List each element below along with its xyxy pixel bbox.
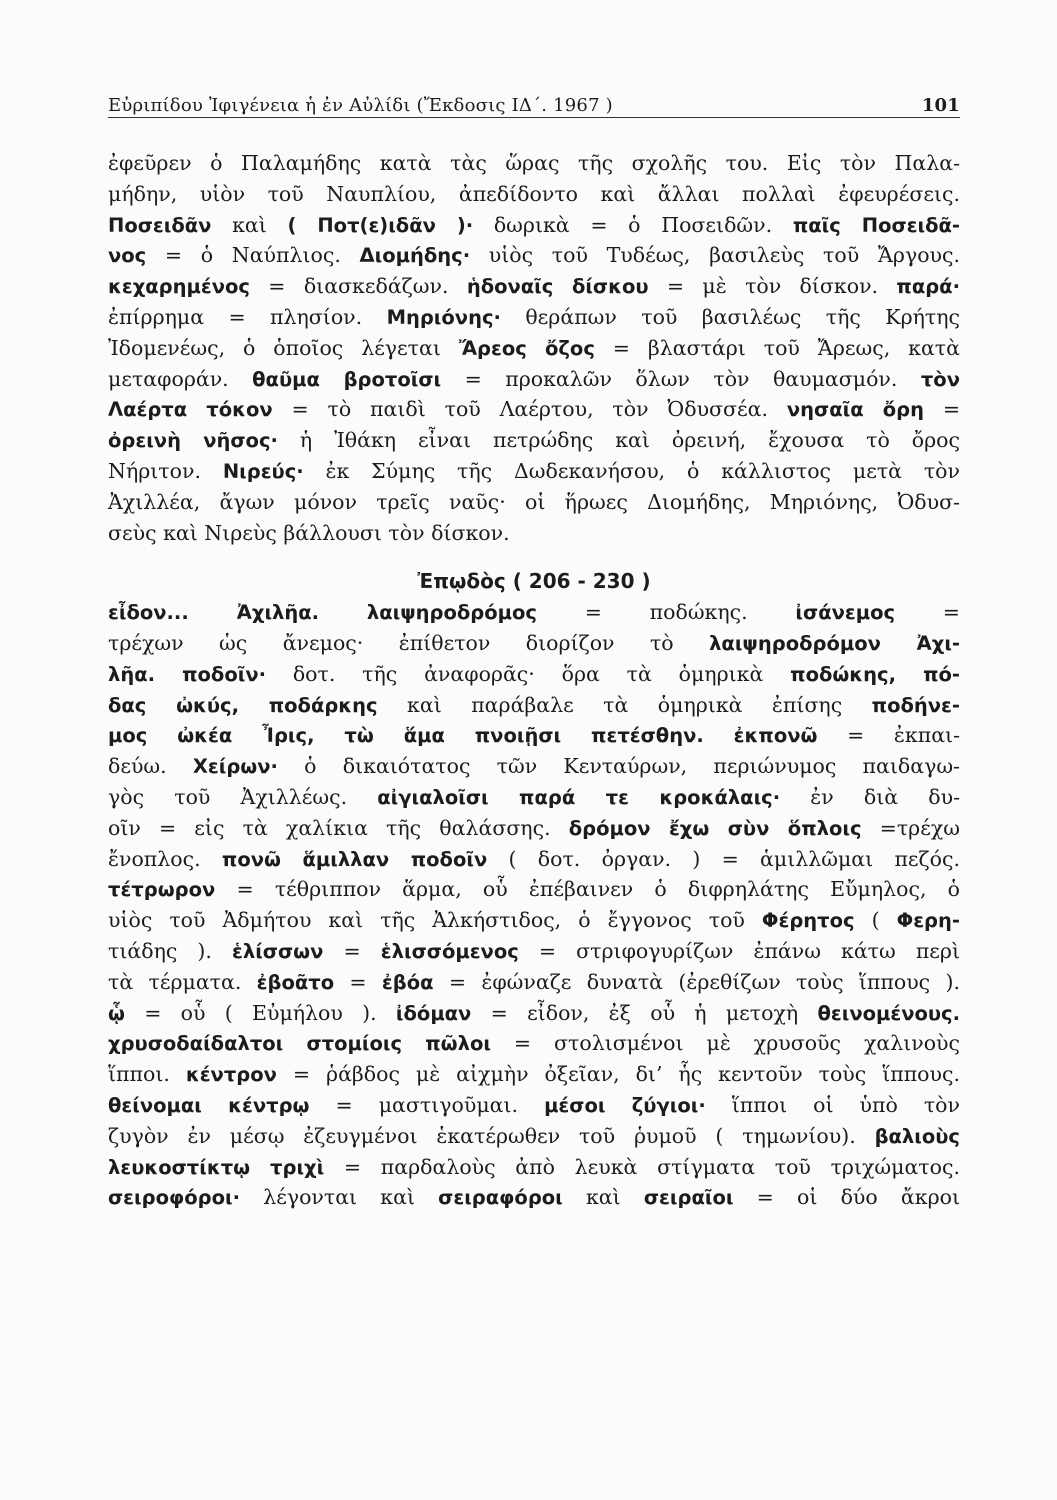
line-text: ἵπποι.: [108, 1062, 186, 1087]
line-text: [319, 600, 367, 624]
line-text: = εἶδον, ἐξ οὗ ἡ μετοχὴ: [471, 1000, 818, 1025]
line-text: = παρδαλοὺς ἀπὸ λευκὰ στίγματα τοῦ τριχώματος.: [324, 1154, 960, 1179]
line-text: μεταφοράν.: [108, 366, 253, 391]
lemma: Διομήδης·: [359, 244, 471, 268]
line-text: =: [895, 600, 960, 625]
lemma: τέτρωρον: [108, 878, 216, 902]
lemma: ἰδόμαν: [395, 1001, 472, 1025]
line-text: ἡ Ἰθάκη εἶναι πετρώδης καὶ ὀρεινή, ἔχουσα τὸ ὄρος: [277, 428, 961, 453]
lemma: λαιψηροδρόμον Ἀχι-: [709, 631, 961, 655]
line-text: Νήριτον.: [108, 458, 223, 483]
line-text: οῖν = εἰς τὰ χαλίκια τῆς θαλάσσης.: [108, 815, 569, 840]
text-line: [108, 597, 960, 628]
section-gap: [108, 548, 960, 566]
lemma: νησαῖα ὄρη: [786, 398, 924, 422]
lemma: Ποσειδᾶν: [108, 213, 212, 237]
lemma: ᾧ: [108, 1001, 125, 1025]
text-line: [108, 659, 960, 690]
lemma: λῆα. ποδοῖν·: [108, 662, 267, 686]
text-line: [108, 425, 960, 456]
line-text: = ῥάβδος μὲ αἰχμὴν ὀξεῖαν, δι’ ἧς κεντοῦν τοὺς ἵππους.: [276, 1062, 960, 1087]
text-line: [108, 936, 960, 967]
lemma: Φερη-: [896, 909, 960, 933]
line-text: θεράπων τοῦ βασιλέως τῆς Κρήτης: [500, 304, 961, 329]
lemma: δας ὠκύς, ποδάρκης: [108, 693, 378, 717]
line-text: υἱὸς τοῦ Ἀδμήτου καὶ τῆς Ἀλκήστιδος, ὁ ἔγγονος τοῦ: [108, 908, 762, 933]
line-text: = προκαλῶν ὅλων τὸν θαυμασμόν.: [441, 366, 921, 391]
line-text: δωρικὰ = ὁ Ποσειδῶν.: [473, 212, 793, 237]
line-text: = ὁ Ναύπλιος.: [146, 243, 360, 268]
lemma: σειραφόροι: [438, 1186, 563, 1210]
line-text: = ἐκπαι-: [817, 723, 961, 748]
lemma: Νιρεύς·: [222, 459, 304, 483]
commentary-block-bottom: [108, 597, 960, 1213]
header-rule: [108, 117, 960, 118]
lemma: σειραῖοι: [643, 1186, 734, 1210]
line-text: καὶ παράβαλε τὰ ὁμηρικὰ ἐπίσης: [377, 692, 872, 717]
line-text: γὸς τοῦ Ἀχιλλέως.: [108, 784, 378, 809]
lemma: αἰγιαλοῖσι παρά τε κροκάλαις·: [377, 785, 781, 809]
text-line: [108, 998, 960, 1029]
line-text: = ἐφώναζε δυνατὰ (ἐρεθίζων τοὺς ἵππους ).: [433, 969, 960, 994]
text-line: [108, 240, 960, 271]
line-text: = μαστιγοῦμαι.: [309, 1092, 545, 1117]
lemma: θείνομαι κέντρῳ: [108, 1093, 310, 1117]
lemma: βαλιοὺς: [874, 1124, 960, 1148]
lemma: ἰσάνεμος: [795, 601, 896, 625]
lemma: ὀρεινὴ νῆσος·: [108, 429, 278, 453]
lemma: τὸν: [920, 367, 960, 391]
lemma: ἐβοᾶτο: [256, 970, 335, 994]
text-line: [108, 1121, 960, 1152]
line-text: δοτ. τῆς ἀναφορᾶς· ὅρα τὰ ὁμηρικὰ: [266, 661, 791, 686]
line-text: ἐπίρρημα = πλησίον.: [108, 304, 387, 329]
line-text: τρέχων ὡς ἄνεμος· ἐπίθετον διορίζον τὸ: [108, 630, 710, 655]
lemma: θαῦμα βροτοῖσι: [252, 367, 442, 391]
lemma: Λαέρτα τόκον: [108, 398, 273, 422]
line-text: ( δοτ. ὀργαν. ) = ἁμιλλῶμαι πεζός.: [487, 846, 960, 871]
text-line: [108, 148, 960, 179]
lemma: πονῶ ἅμιλλαν ποδοῖν: [221, 847, 488, 871]
line-text: δεύω.: [108, 754, 193, 779]
text-line: [108, 1090, 960, 1121]
line-text: ὁ δικαιότατος τῶν Κενταύρων, περιώνυμος παιδαγω-: [277, 754, 960, 779]
line-text: ἐκ Σύμης τῆς Δωδεκανήσου, ὁ κάλλιστος μετὰ τὸν: [303, 458, 960, 483]
line-text: ἵπποι οἱ ὑπὸ τὸν: [705, 1092, 960, 1117]
line-text: τὰ τέρματα.: [108, 969, 257, 994]
text-line: [108, 364, 960, 395]
running-header: [108, 80, 960, 116]
lemma: ἑλισσόμενος: [380, 939, 519, 963]
line-text: =τρέχω: [861, 815, 960, 840]
line-text: σεὺς καὶ Νιρεὺς βάλλουσι τὸν δίσκον.: [108, 520, 510, 545]
commentary-text: [108, 148, 960, 1213]
text-line: [108, 333, 960, 364]
line-text: καὶ: [562, 1185, 644, 1210]
text-line: [108, 271, 960, 302]
lemma: ἑλίσσων: [232, 939, 324, 963]
text-line: [108, 179, 960, 210]
line-text: τιάδης ).: [108, 938, 233, 963]
lemma: Ἄρεος ὄζος: [458, 336, 595, 360]
line-text: =: [923, 397, 960, 422]
lemma: χρυσοδαίδαλτοι στομίοις πῶλοι: [108, 1032, 491, 1056]
line-text: Ἀχιλλέα, ἄγων μόνον τρεῖς ναῦς· οἱ ἥρωες Διομήδης, Μηριόνης, Ὀδυσ-: [108, 489, 960, 514]
lemma: λευκοστίκτῳ τριχὶ: [108, 1155, 325, 1179]
text-line: [108, 1059, 960, 1090]
lemma: ( Ποτ(ε)ιδᾶν )·: [287, 213, 474, 237]
line-text: = ποδώκης.: [536, 600, 796, 625]
line-text: = διασκεδάζων.: [249, 274, 467, 299]
text-line: [108, 394, 960, 425]
lemma: κέντρον: [185, 1063, 277, 1087]
text-line: [108, 720, 960, 751]
lemma: νος: [108, 244, 147, 268]
text-line: [108, 690, 960, 721]
lemma: Χείρων·: [192, 755, 278, 779]
text-line: [108, 518, 960, 549]
lemma: λαιψηροδρόμος: [366, 601, 537, 625]
line-text: (: [854, 908, 897, 933]
text-line: [108, 628, 960, 659]
section-heading: Ἐπῳδὸς ( 206 - 230 ): [417, 569, 651, 594]
text-line: [108, 967, 960, 998]
line-text: = οὗ ( Εὐμήλου ).: [124, 1000, 396, 1025]
text-line: [108, 751, 960, 782]
commentary-block-top: [108, 148, 960, 548]
text-line: [108, 813, 960, 844]
lemma: παῖς Ποσειδᾶ-: [792, 213, 960, 237]
line-text: Ἰδομενέως, ὁ ὁποῖος λέγεται: [108, 335, 459, 360]
lemma: μέσοι ζύγιοι·: [544, 1093, 706, 1117]
lemma: θεινομένους.: [817, 1001, 961, 1025]
text-line: [108, 1182, 960, 1213]
lemma: Μηριόνης·: [386, 305, 501, 329]
lemma: σειροφόροι·: [108, 1186, 241, 1210]
lemma: κεχαρημένος: [108, 275, 250, 299]
line-text: λέγονται καὶ: [240, 1185, 439, 1210]
line-text: υἱὸς τοῦ Τυδέως, βασιλεὺς τοῦ Ἄργους.: [470, 243, 961, 268]
line-text: = στριφογυρίζων ἐπάνω κάτω περὶ: [518, 938, 960, 963]
line-text: ἔνοπλος.: [108, 846, 222, 871]
line-text: = οἱ δύο ἄκροι: [733, 1185, 960, 1210]
text-line: [108, 210, 960, 241]
line-text: = βλαστάρι τοῦ Ἄρεως, κατὰ: [594, 335, 960, 360]
line-text: = στολισμένοι μὲ χρυσοῦς χαλινοὺς: [490, 1031, 960, 1056]
text-line: [108, 874, 960, 905]
text-line: [108, 905, 960, 936]
line-text: = μὲ τὸν δίσκον.: [648, 274, 897, 299]
lemma: δρόμον ἔχω σὺν ὅπλοις: [568, 816, 862, 840]
text-line: [108, 487, 960, 518]
lemma: ἐβόα: [381, 970, 434, 994]
text-line: [108, 302, 960, 333]
line-text: = τὸ παιδὶ τοῦ Λαέρτου, τὸν Ὀδυσσέα.: [272, 397, 787, 422]
line-text: = τέθριππον ἅρμα, οὗ ἐπέβαινεν ὁ διφρηλάτης Εὔμηλος, ὁ: [215, 877, 960, 902]
line-text: καὶ: [211, 212, 288, 237]
lemma: ἡδοναῖς δίσκου: [466, 275, 649, 299]
lemma: μος ὠκέα Ἶρις, τὼ ἅμα πνοιῇσι πετέσθην. ἐκπονῶ: [108, 724, 818, 748]
text-line: [108, 782, 960, 813]
lemma: εἶδον... Ἀχιλῆα.: [108, 601, 320, 625]
line-text: μήδην, υἱὸν τοῦ Ναυπλίου, ἀπεδίδοντο καὶ ἄλλαι πολλαὶ ἐφευρέσεις.: [108, 181, 960, 206]
line-text: =: [334, 969, 382, 994]
lemma: ποδήνε-: [871, 693, 960, 717]
lemma: παρά·: [896, 275, 960, 299]
lemma: ποδώκης, πό-: [790, 662, 961, 686]
text-line: [108, 844, 960, 875]
line-text: ἐν διὰ δυ-: [780, 784, 960, 809]
line-text: ζυγὸν ἐν μέσῳ ἐζευγμένοι ἑκατέρωθεν τοῦ ῥυμοῦ ( τημωνίου).: [108, 1123, 875, 1148]
page-number: 101: [921, 95, 960, 116]
text-line: [108, 456, 960, 487]
running-title: Εὐριπίδου Ἰφιγένεια ἡ ἐν Αὐλίδι (Ἔκδοσις ΙΔ΄. 1967 ): [108, 95, 613, 116]
line-text: =: [323, 938, 381, 963]
text-line: [108, 1028, 960, 1059]
line-text: ἐφεῦρεν ὁ Παλαμήδης κατὰ τὰς ὥρας τῆς σχολῆς του. Εἰς τὸν Παλα-: [108, 151, 960, 175]
lemma: Φέρητος: [761, 909, 855, 933]
text-line: [108, 1152, 960, 1183]
